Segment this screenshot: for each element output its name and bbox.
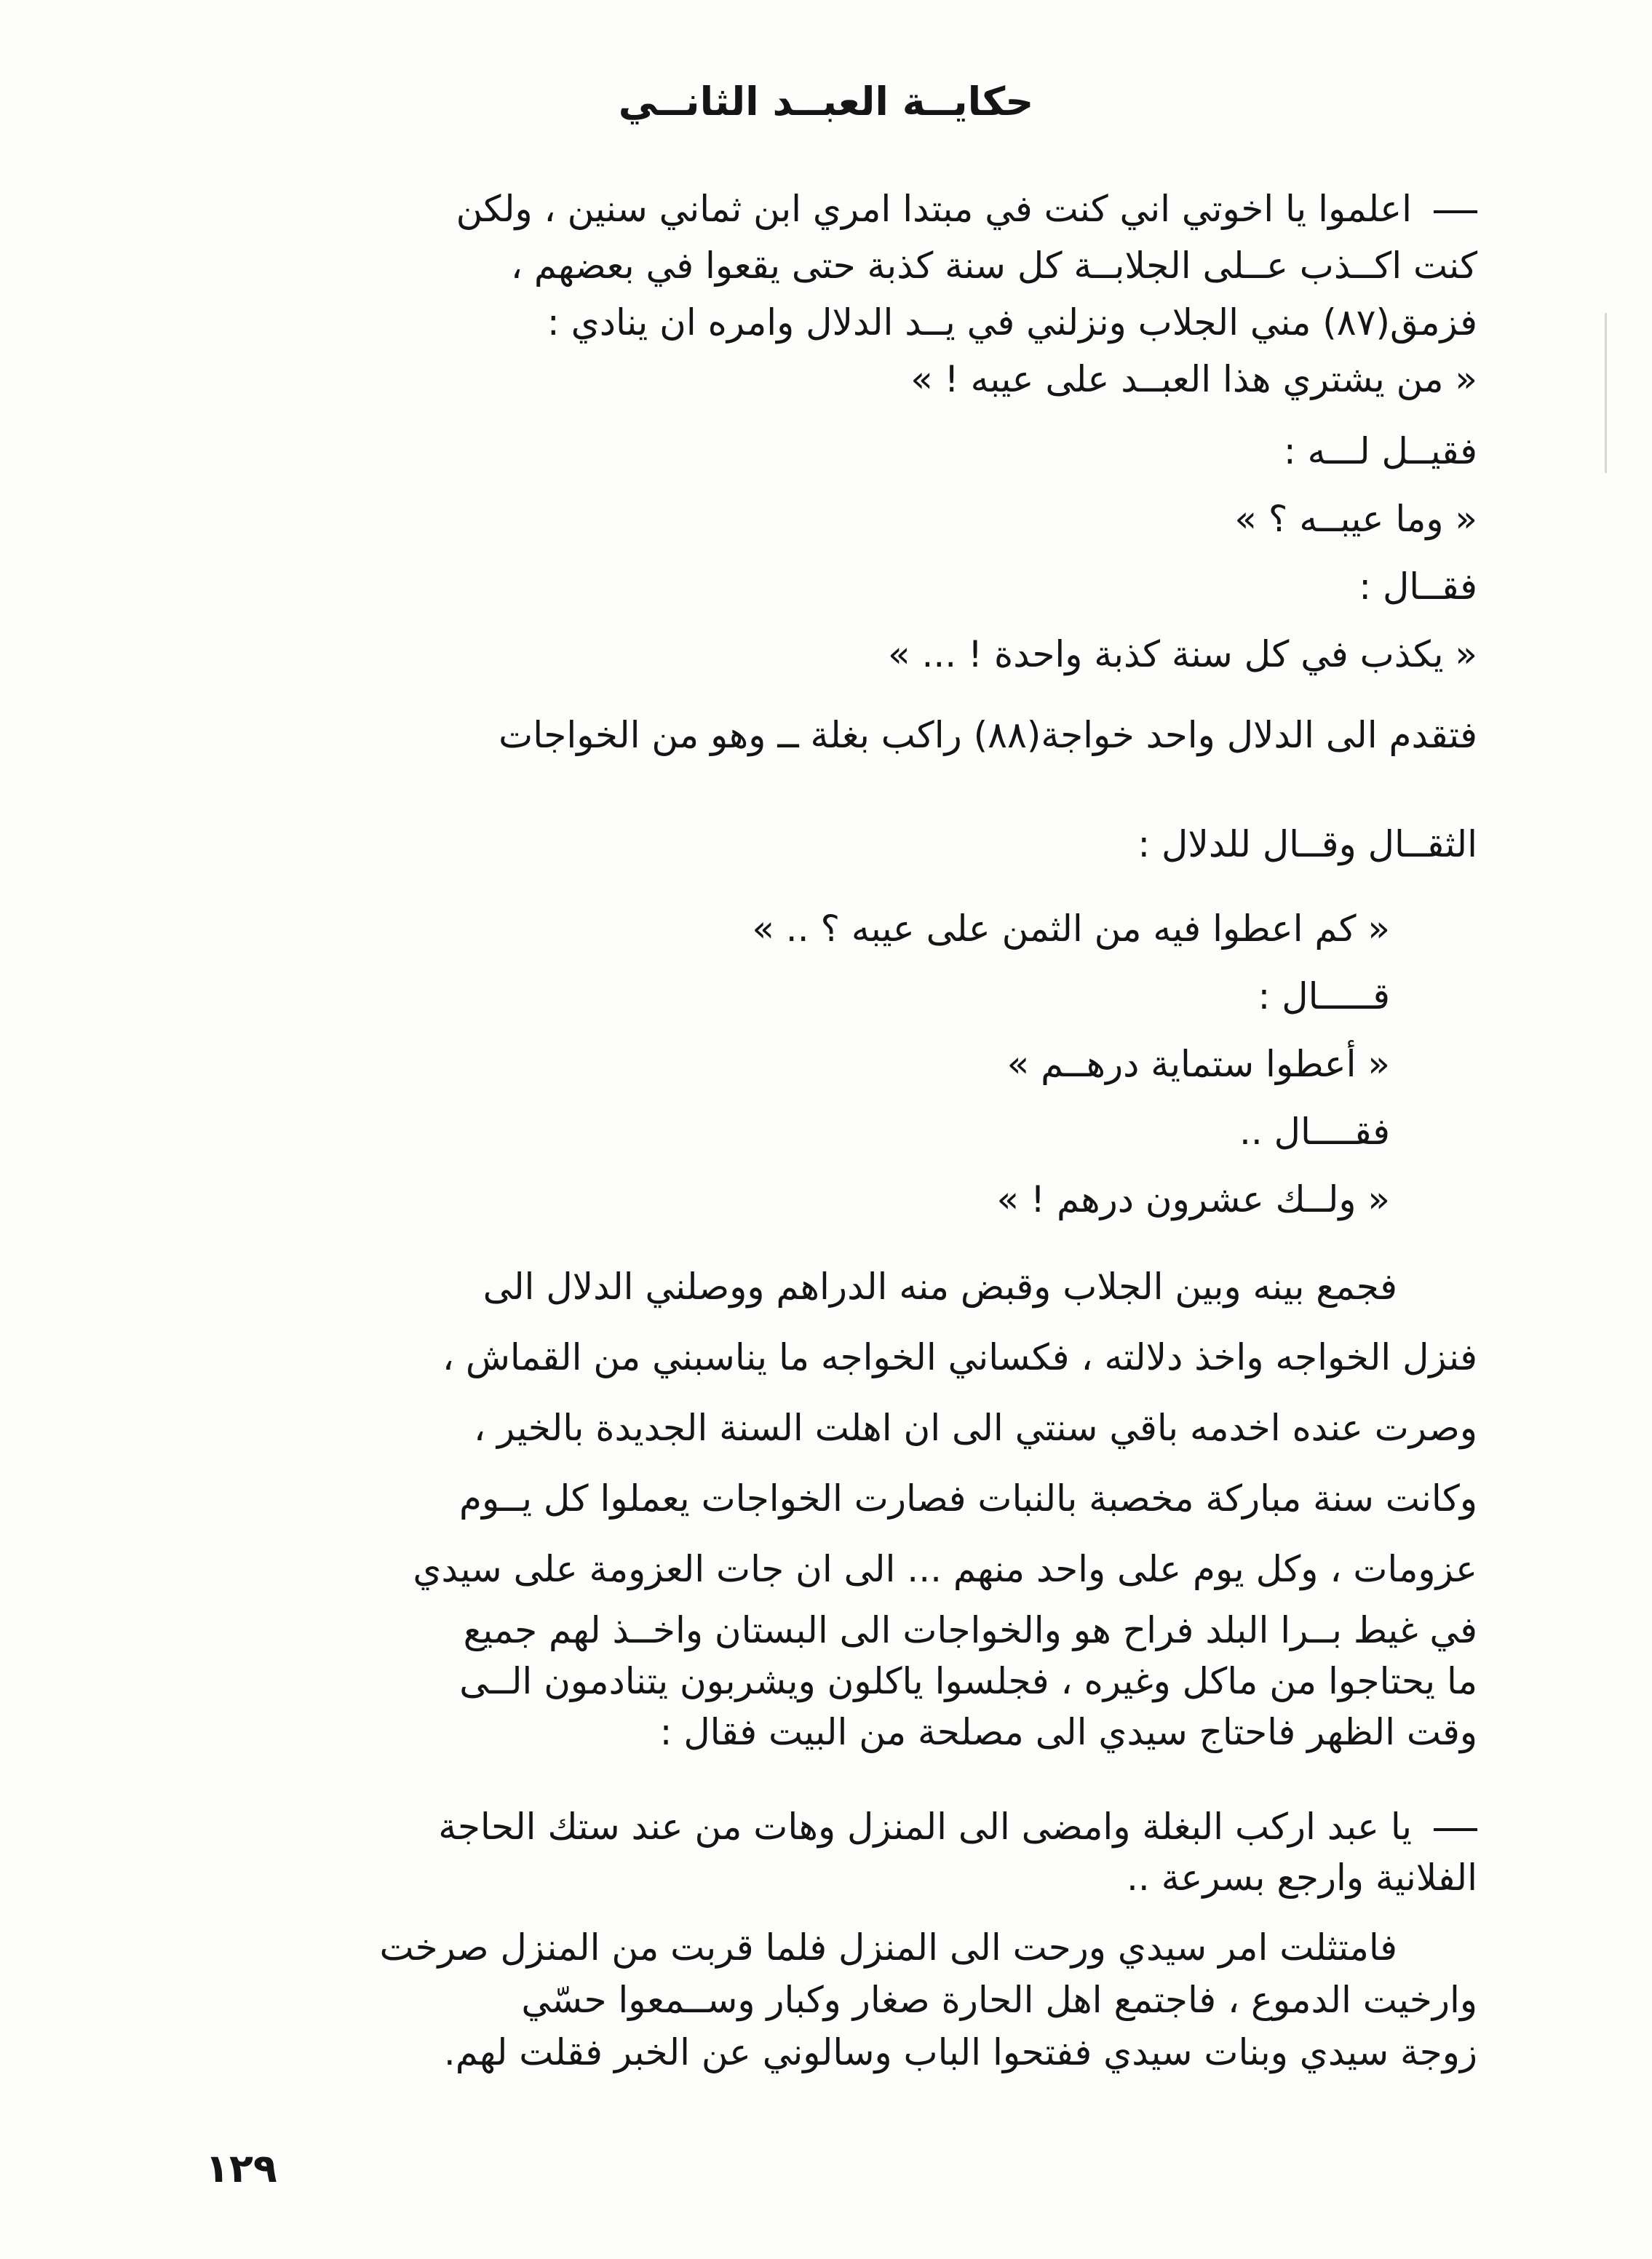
dialogue-line: « وما عيبــه ؟ » — [1234, 498, 1477, 540]
text-line: وقت الظهر فاحتاج سيدي الى مصلحة من البيت فقال : — [659, 1711, 1477, 1753]
text-line: فزمق(٨٧) مني الجلاب ونزلني في يــد الدلال وامره ان ينادي : — [547, 301, 1477, 344]
text-line: وصرت عنده اخدمه باقي سنتي الى ان اهلت السنة الجديدة بالخير ، — [474, 1407, 1477, 1449]
text-line: كنت اكــذب عــلى الجلابــة كل سنة كذبة حتى يقعوا في بعضهم ، — [510, 245, 1477, 287]
text-line: فامتثلت امر سيدي ورحت الى المنزل فلما قربت من المنزل صرخت — [379, 1926, 1397, 1969]
text-line: « من يشتري هذا العبــد على عيبه ! » — [910, 358, 1477, 400]
text-line: فتقدم الى الدلال واحد خواجة(٨٨) راكب بغلة ــ وهو من الخواجات — [499, 714, 1477, 756]
dialogue-line: فقــال : — [1359, 565, 1477, 608]
text-line: وارخيت الدموع ، فاجتمع اهل الحارة صغار وكبار وســمعوا حسّي — [521, 1979, 1477, 2021]
text-line: اعلموا يا اخوتي اني كنت في مبتدا امري ابن ثماني سنين ، ولكن — [196, 180, 1477, 237]
text-line: عزومات ، وكل يوم على واحد منهم ... الى ان جات العزومة على سيدي — [413, 1548, 1477, 1590]
dialogue-line: « يكذب في كل سنة كذبة واحدة ! ... » — [888, 633, 1477, 675]
dialogue-block-1 — [196, 418, 1477, 688]
chapter-title: حكايــة العبــد الثانــي — [618, 79, 1034, 124]
dialogue-dash — [1412, 1801, 1477, 1852]
paragraph-merchant — [196, 706, 1477, 764]
paragraph-merchant-continued — [196, 815, 1477, 873]
dialogue-line: قـــــال : — [1258, 975, 1390, 1017]
dialogue-line: « ولــك عشرون درهم ! » — [996, 1178, 1390, 1220]
text-line: في غيط بــرا البلد فراح هو والخواجات الى البستان واخــذ لهم جميع — [463, 1609, 1477, 1651]
dialogue-line: فقــــال .. — [1239, 1111, 1390, 1153]
text-line: يا عبد اركب البغلة وامضى الى المنزل وهات من عند ستك الحاجة — [196, 1801, 1477, 1852]
text-line: فجمع بينه وبين الجلاب وقبض منه الدراهم ووصلني الدلال الى — [483, 1266, 1397, 1308]
dialogue-line: « أعطوا ستماية درهــم » — [1006, 1043, 1390, 1085]
paragraph-return — [196, 1921, 1477, 2079]
text-line: وكانت سنة مباركة مخصبة بالنبات فصارت الخواجات يعملوا كل يــوم — [459, 1477, 1477, 1520]
scan-margin-mark — [1605, 313, 1607, 473]
paragraph-command — [196, 1801, 1477, 1903]
text-line: الفلانية وارجع بسرعة .. — [1127, 1857, 1477, 1899]
paragraph-service — [196, 1252, 1477, 1758]
dialogue-line: « كم اعطوا فيه من الثمن على عيبه ؟ .. » — [752, 908, 1390, 950]
page-number: ١٢٩ — [205, 2145, 277, 2191]
text-line: فنزل الخواجه واخذ دلالته ، فكساني الخواجه ما يناسبني من القماش ، — [442, 1336, 1477, 1378]
paragraph-opening — [196, 180, 1477, 408]
dialogue-block-2 — [196, 895, 1390, 1234]
text-line: الثقــال وقــال للدلال : — [1137, 823, 1477, 865]
text-line: ما يحتاجوا من ماكل وغيره ، فجلسوا ياكلون ويشربون يتنادمون الــى — [459, 1660, 1477, 1702]
text-line: زوجة سيدي وبنات سيدي ففتحوا الباب وسالوني عن الخبر فقلت لهم. — [443, 2031, 1477, 2073]
dialogue-line: فقيــل لـــه : — [1283, 430, 1477, 472]
dialogue-dash — [1412, 180, 1477, 237]
